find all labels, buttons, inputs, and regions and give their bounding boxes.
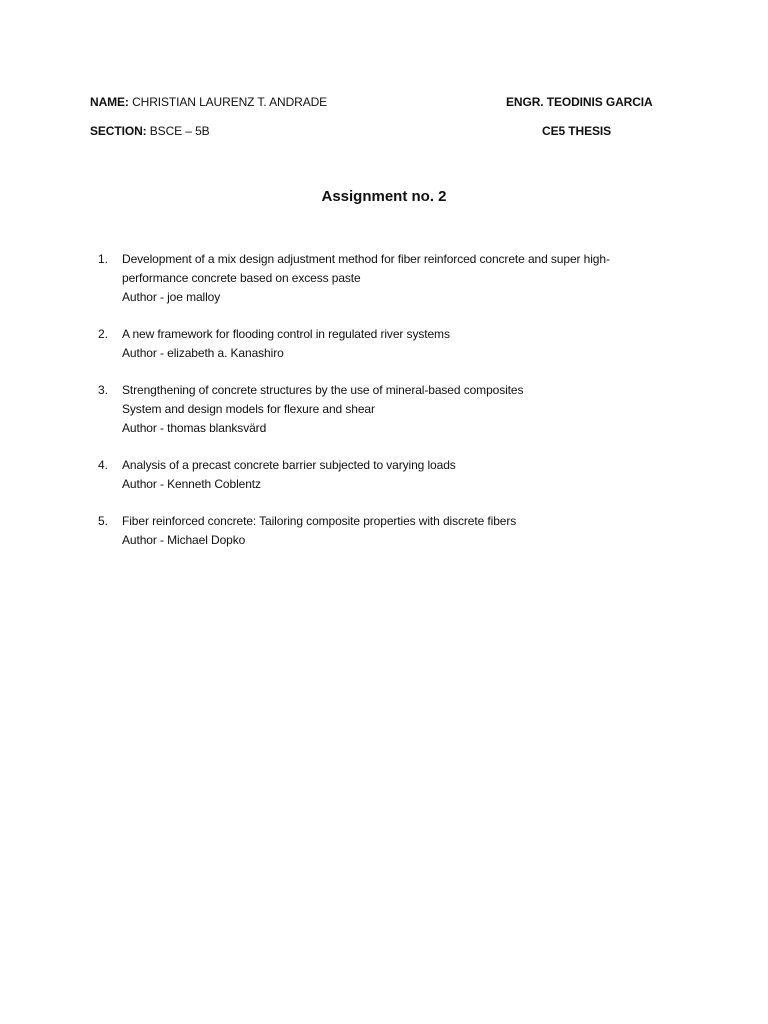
item-number: 5. bbox=[98, 514, 108, 528]
item-title-line: Fiber reinforced concrete: Tailoring composite properties with discrete fibers bbox=[122, 514, 517, 528]
instructor-name: ENGR. TEODINIS GARCIA bbox=[506, 95, 653, 109]
item-number: 4. bbox=[98, 458, 108, 472]
section-value: BSCE – 5B bbox=[149, 124, 210, 138]
item-author: Author - thomas blanksvärd bbox=[122, 421, 267, 435]
item-title-line: Strengthening of concrete structures by the use of mineral-based composites bbox=[122, 383, 524, 397]
item-title-line: Development of a mix design adjustment method for fiber reinforced concrete and super high- bbox=[122, 252, 610, 266]
item-title-line: performance concrete based on excess paste bbox=[122, 271, 361, 285]
item-title-line: Analysis of a precast concrete barrier subjected to varying loads bbox=[122, 458, 456, 472]
section-label: SECTION: bbox=[90, 124, 147, 138]
name-value: CHRISTIAN LAURENZ T. ANDRADE bbox=[132, 95, 328, 109]
thesis-title-list bbox=[98, 250, 678, 550]
item-title-line: System and design models for flexure and shear bbox=[122, 402, 375, 416]
item-number: 2. bbox=[98, 327, 108, 341]
section-line bbox=[90, 124, 210, 138]
list-item bbox=[98, 512, 678, 550]
item-number: 3. bbox=[98, 383, 108, 397]
list-item bbox=[98, 456, 678, 494]
item-author: Author - elizabeth a. Kanashiro bbox=[122, 346, 284, 360]
name-line bbox=[90, 95, 327, 109]
name-label: NAME: bbox=[90, 95, 129, 109]
assignment-title: Assignment no. 2 bbox=[321, 188, 447, 205]
course-name: CE5 THESIS bbox=[542, 124, 612, 138]
list-item bbox=[98, 250, 678, 307]
item-title-line: A new framework for flooding control in regulated river systems bbox=[122, 327, 450, 341]
item-number: 1. bbox=[98, 252, 108, 266]
item-author: Author - Kenneth Coblentz bbox=[122, 477, 261, 491]
item-author: Author - joe malloy bbox=[122, 290, 221, 304]
item-author: Author - Michael Dopko bbox=[122, 533, 246, 547]
list-item bbox=[98, 381, 678, 438]
list-item bbox=[98, 325, 678, 363]
